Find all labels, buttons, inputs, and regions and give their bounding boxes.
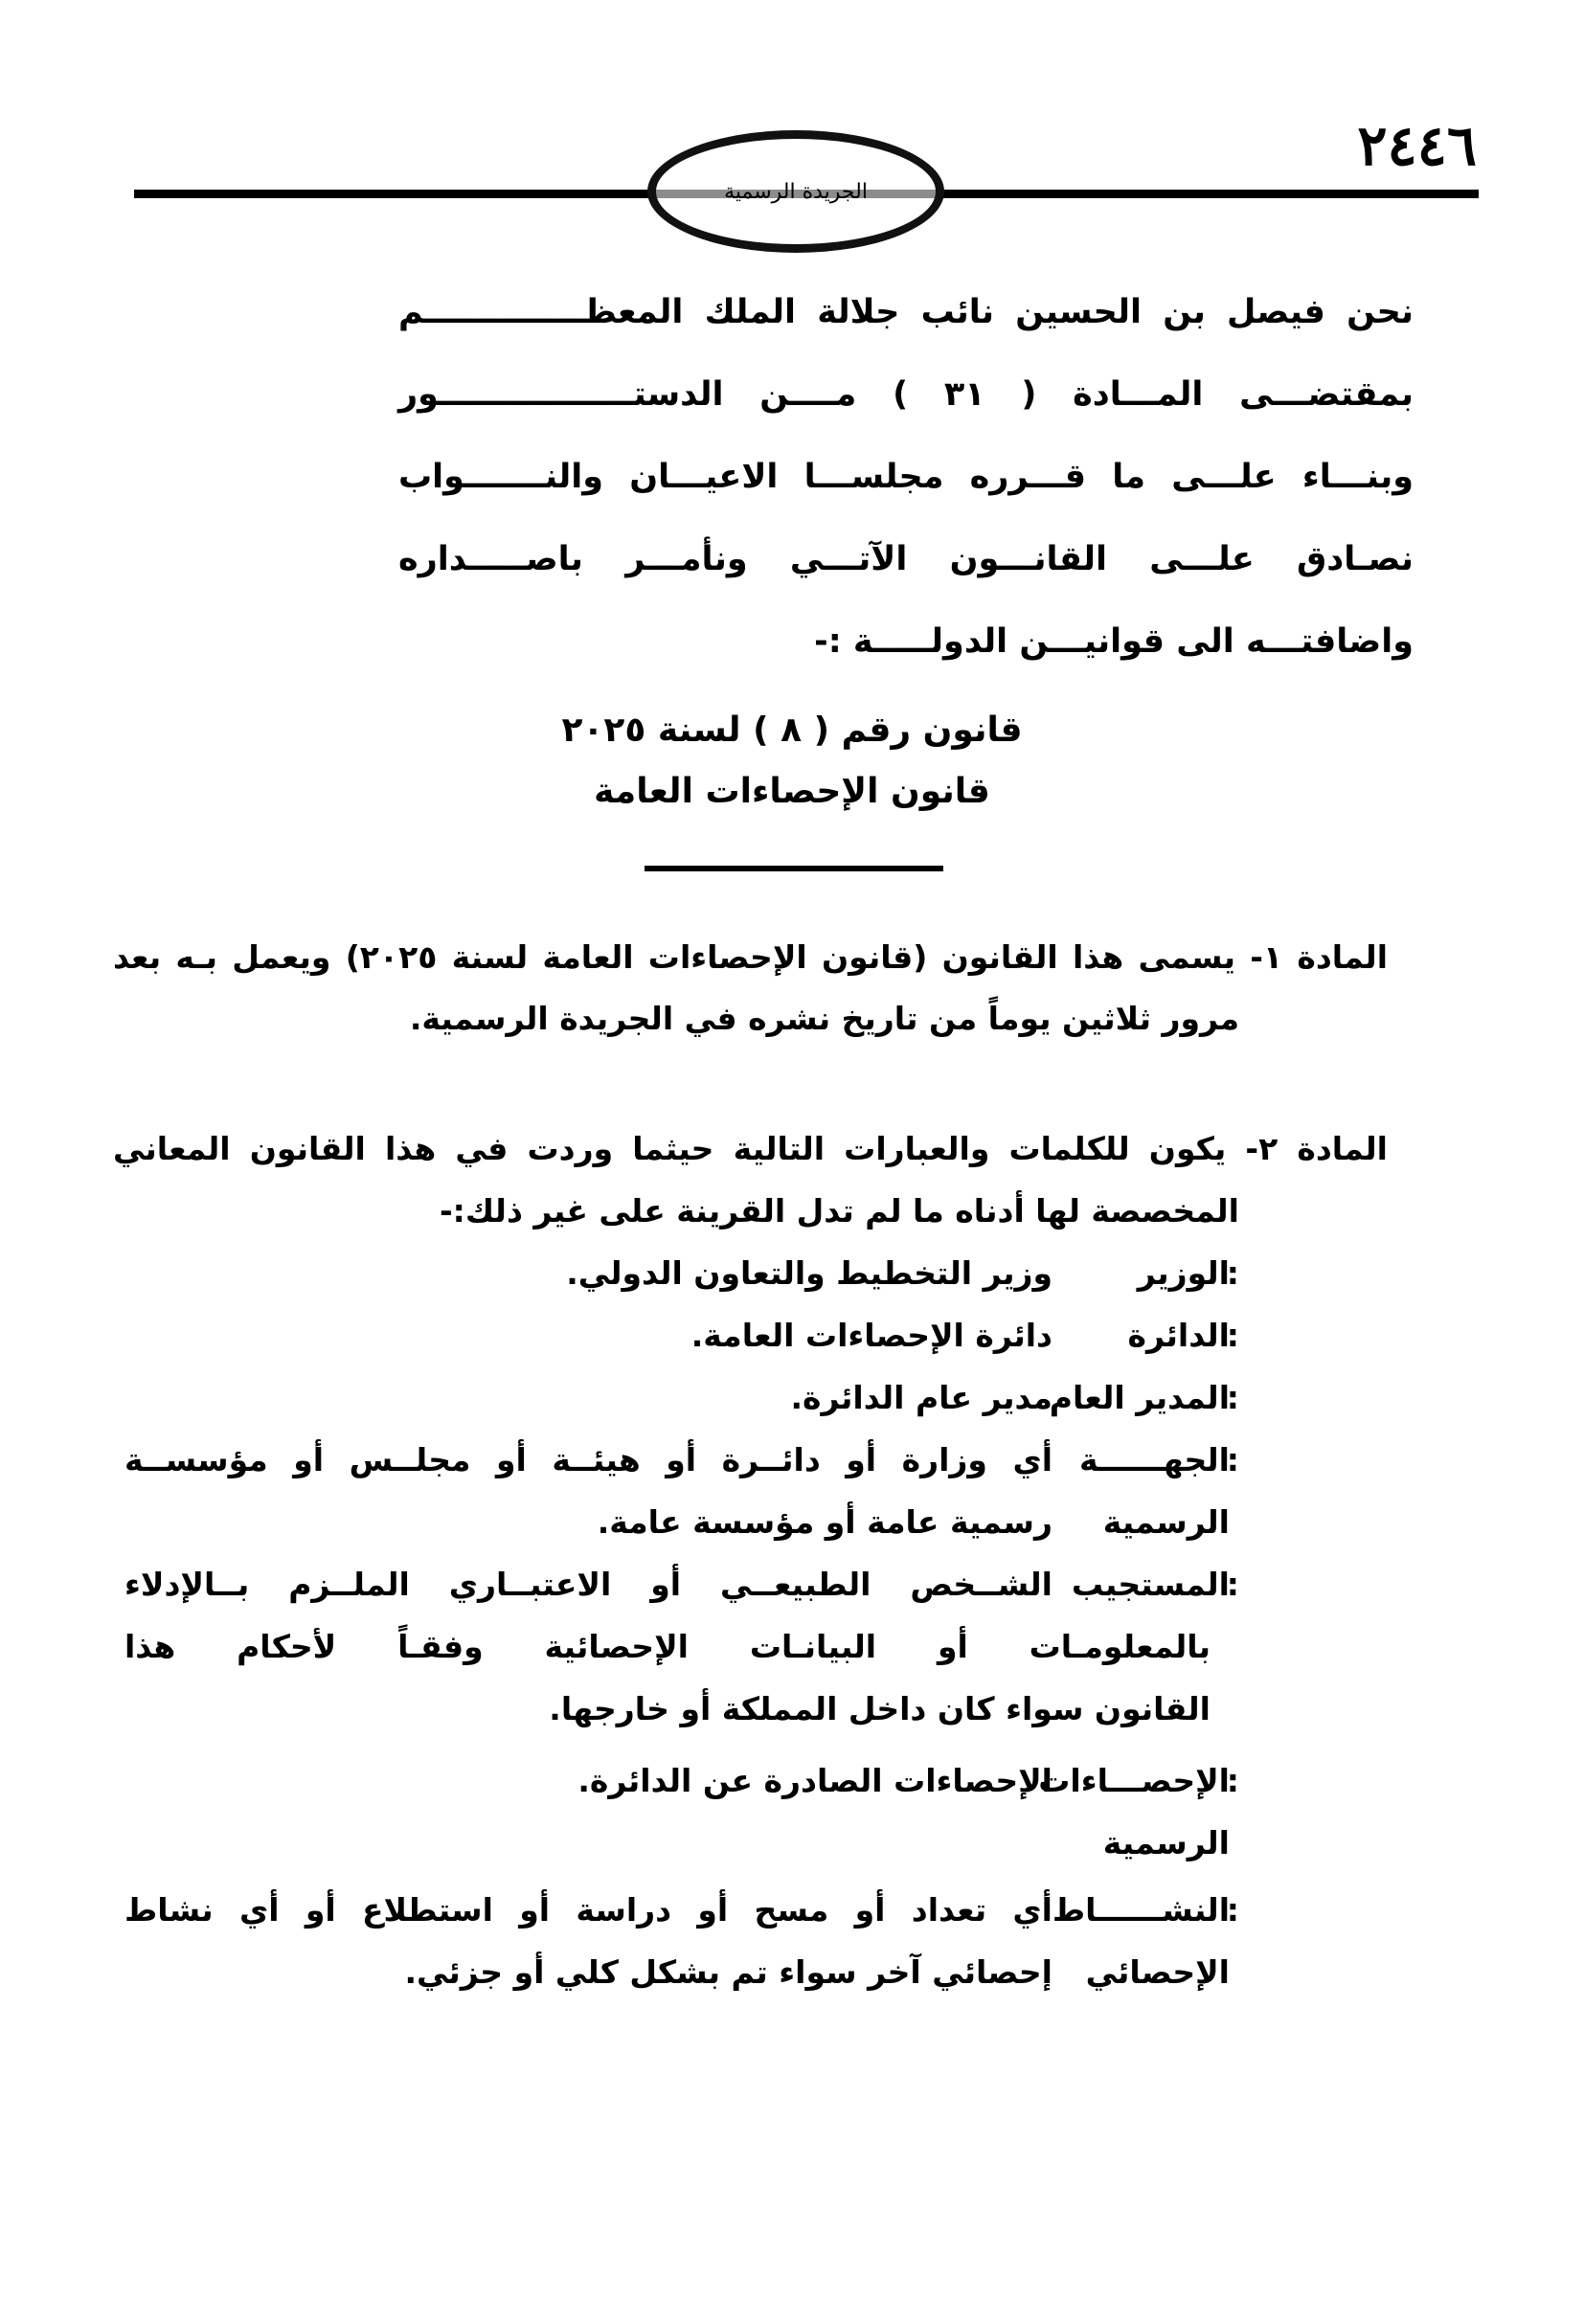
preamble-line: واضافتـــه الى قوانيـــن الدولـــــة :- xyxy=(814,622,1414,661)
definition-term: المستجيب xyxy=(1071,1566,1230,1603)
page-number: ٢٤٤٦ xyxy=(1357,113,1477,178)
definition-text: دائرة الإحصاءات العامة. xyxy=(690,1317,1052,1354)
definition-text: مدير عام الدائرة. xyxy=(790,1379,1052,1416)
definition-term: الجهــــــة xyxy=(1079,1441,1230,1478)
definition-text: إحصائي آخر سواء تم بشكل كلي أو جزئي. xyxy=(404,1953,1052,1991)
definition-text: وزير التخطيط والتعاون الدولي. xyxy=(566,1254,1052,1292)
definition-term: الرسمية xyxy=(1102,1824,1230,1861)
definition-text: بالمعلومـات أو البيانـات الإحصائية وفقـاً لأحكام هذا xyxy=(124,1628,1211,1665)
publication-title: الجريدة الرسمية xyxy=(724,179,868,204)
gazette-page: ٢٤٤٦ الجريدة الرسمية نحن فيصل بن الحسين نائب جلالة الملك المعظــــــــــــــم بمقتضـــى المـــادة ( ٣١ ) مــــن الدستـــــــــــــــــور وبنـــاء علـــى ما قـــرره مجلســـا الاعيـــان والنـــــــواب نصـادق علـــى القانـــون الآتـــي ونأمـــر باصـــــداره واضافتـــه الى قوانيـــن الدولـــــة :- قانون رقم ( ٨ ) لسنة ٢٠٢٥ قانون الإحصاءات العامة المادة ١- يسمى هذا القانون (قانون الإحصاءات العامة لسنة ٢٠٢٥) ويعمل بـه بعد مرور ثلاثين يوماً من تاريخ نشره في الجريدة الرسمية. المادة ٢- يكون للكلمات والعبارات التالية حيثما وردت في هذا القانون المعاني المخصصة لها أدناه ما لم تدل القرينة على غير ذلك:- الوزير : وزير التخطيط والتعاون الدولي. الدائرة : دائرة الإحصاءات العامة. المدير العام : مدير عام الدائرة. الجهــــــة : أي وزارة أو دائــرة أو هيئــة أو مجلــس أو مؤسســة الرسمية رسمية عامة أو مؤسسة عامة. المستجيب : الشــخص الطبيعــي أو الاعتبــاري الملــزم بــالإدلاء بالمعلومـات أو البيانـات الإحصائية وفقـاً لأحكام هذا القانون سواء كان داخل المملكة أو خارجها. الإحصـــاءات : الإحصاءات الصادرة عن الدائرة. الرسمية النشــــــاط : أي تعداد أو مسح أو دراسة أو استطلاع أو أي نشاط الإحصائي إحصائي آخر سواء تم بشكل كلي أو جزئي. xyxy=(0,0,1584,2240)
definition-text: أي وزارة أو دائــرة أو هيئــة أو مجلــس أو مؤسســة xyxy=(124,1441,1052,1478)
gazette-emblem-oval xyxy=(647,130,944,253)
article-2-line: المادة ٢- يكون للكلمات والعبارات التالية حيثما وردت في هذا القانون المعاني xyxy=(113,1130,1388,1167)
definition-text: القانون سواء كان داخل المملكة أو خارجها. xyxy=(549,1690,1211,1727)
definition-term: النشــــــاط xyxy=(1052,1891,1230,1929)
definition-term: الإحصـــاءات xyxy=(1038,1762,1230,1799)
law-number: قانون رقم ( ٨ ) لسنة ٢٠٢٥ xyxy=(561,711,1023,750)
section-divider xyxy=(645,866,943,871)
definition-term: الرسمية xyxy=(1102,1503,1230,1541)
preamble-line: بمقتضـــى المـــادة ( ٣١ ) مــــن الدستـــــــــــــــــور xyxy=(398,375,1414,414)
preamble-line: نحن فيصل بن الحسين نائب جلالة الملك المعظــــــــــــــم xyxy=(398,293,1414,331)
article-2-line: المخصصة لها أدناه ما لم تدل القرينة على غير ذلك:- xyxy=(439,1192,1239,1230)
definition-term: الوزير xyxy=(1137,1254,1230,1292)
definition-text: الإحصاءات الصادرة عن الدائرة. xyxy=(577,1762,1052,1799)
preamble-line: نصـادق علـــى القانـــون الآتـــي ونأمـــر باصـــــداره xyxy=(398,540,1414,578)
definition-term: المدير العام xyxy=(1049,1379,1230,1416)
definition-term: الإحصائي xyxy=(1085,1953,1230,1991)
article-1-line: مرور ثلاثين يوماً من تاريخ نشره في الجريدة الرسمية. xyxy=(409,1000,1239,1037)
article-1-line: المادة ١- يسمى هذا القانون (قانون الإحصاءات العامة لسنة ٢٠٢٥) ويعمل بـه بعد xyxy=(113,938,1388,976)
preamble-line: وبنـــاء علـــى ما قـــرره مجلســـا الاعيـــان والنـــــــواب xyxy=(398,458,1414,496)
definition-term: الدائرة xyxy=(1127,1317,1230,1354)
definition-text: الشــخص الطبيعــي أو الاعتبــاري الملــزم بــالإدلاء xyxy=(124,1566,1052,1603)
definition-text: رسمية عامة أو مؤسسة عامة. xyxy=(597,1503,1052,1541)
definition-text: أي تعداد أو مسح أو دراسة أو استطلاع أو أي نشاط xyxy=(124,1891,1052,1929)
law-title: قانون الإحصاءات العامة xyxy=(594,772,990,811)
